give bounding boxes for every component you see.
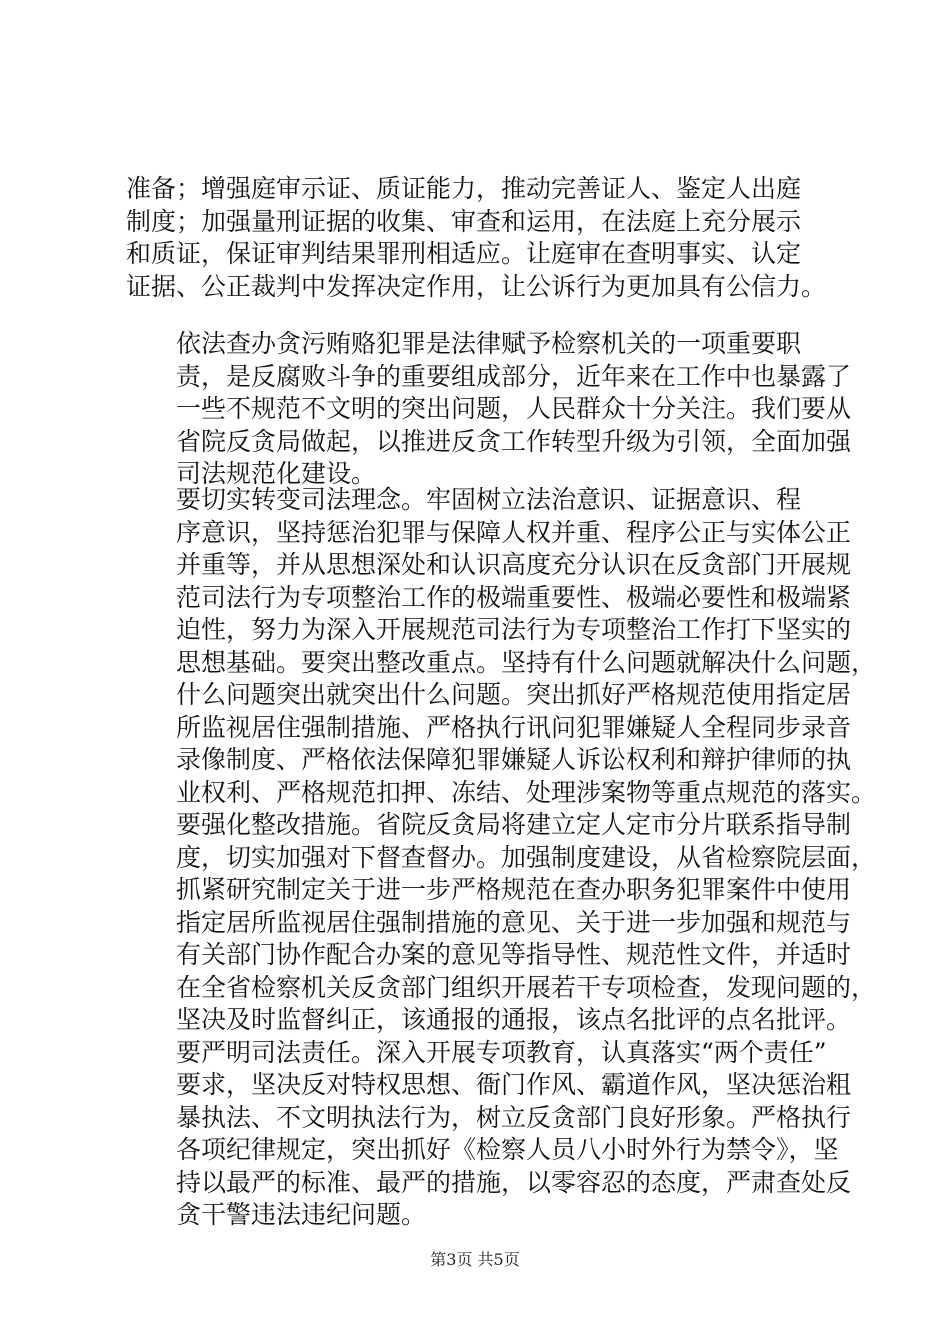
- paragraph-line: 有关部门协作配合办案的意见等指导性、规范性文件，并适时: [176, 940, 852, 969]
- paragraph-1: [126, 173, 826, 303]
- paragraph-line: 范司法行为专项整治工作的极端重要性、极端必要性和极端紧: [176, 582, 852, 612]
- paragraph-line: 证据、公正裁判中发挥决定作用，让公诉行为更加具有公信力。: [126, 271, 827, 301]
- paragraph-line: 抓紧研究制定关于进一步严格规范在查办职务犯罪案件中使用: [176, 875, 852, 904]
- paragraph-line: 要严明司法责任。深入开展专项教育，认真落实“两个责任”: [176, 1037, 827, 1067]
- paragraph-line: 各项纪律规定，突出抓好《检察人员八小时外行为禁令》，坚: [176, 1135, 839, 1164]
- paragraph-line: 贪干警违法违纪问题。: [176, 1200, 427, 1229]
- paragraph-line: 指定居所监视居住强制措施的意见、关于进一步加强和规范与: [176, 907, 852, 937]
- paragraph-line: 司法规范化建设。: [176, 459, 377, 488]
- paragraph-line: 依法查办贪污贿赂犯罪是法律赋予检察机关的一项重要职: [176, 329, 802, 358]
- paragraph-line: 暴执法、不文明执法行为，树立反贪部门良好形象。严格执行: [176, 1102, 852, 1132]
- paragraph-line: 和质证，保证审判结果罪刑相适应。让庭审在查明事实、认定: [126, 239, 802, 268]
- paragraph-line: 持以最严的标准、最严的措施，以零容忍的态度，严肃查处反: [176, 1167, 852, 1197]
- paragraph-line: 度，切实加强对下督查督办。加强制度建设，从省检察院层面，: [176, 842, 877, 872]
- paragraph-line: 录像制度、严格依法保障犯罪嫌疑人诉讼权利和辩护律师的执: [176, 745, 852, 774]
- paragraph-line: 业权利、严格规范扣押、冻结、处理涉案物等重点规范的落实。: [176, 777, 877, 807]
- paragraph-line: 准备；增强庭审示证、质证能力，推动完善证人、鉴定人出庭: [126, 174, 802, 203]
- paragraph-line: 并重等，并从思想深处和认识高度充分认识在反贪部门开展规: [176, 550, 852, 579]
- paragraph-line: 要强化整改措施。省院反贪局将建立定人定市分片联系指导制: [176, 810, 852, 839]
- paragraph-line: 坚决及时监督纠正，该通报的通报，该点名批评的点名批评。: [176, 1005, 852, 1034]
- page-number-footer: 第3页 共5页: [430, 1250, 520, 1269]
- paragraph-line: 要求，坚决反对特权思想、衙门作风、霸道作风，坚决惩治粗: [176, 1070, 852, 1099]
- paragraph-3: [126, 484, 877, 1232]
- paragraph-line: 要切实转变司法理念。牢固树立法治意识、证据意识、程: [176, 485, 802, 514]
- paragraph-line: 什么问题突出就突出什么问题。突出抓好严格规范使用指定居: [176, 680, 852, 709]
- paragraph-line: 思想基础。要突出整改重点。坚持有什么问题就解决什么问题，: [176, 647, 877, 677]
- paragraph-line: 在全省检察机关反贪部门组织开展若干专项检查，发现问题的，: [176, 972, 877, 1002]
- paragraph-line: 所监视居住强制措施、严格执行讯问犯罪嫌疑人全程同步录音: [176, 712, 852, 742]
- paragraph-line: 迫性，努力为深入开展规范司法行为专项整治工作打下坚实的: [176, 615, 852, 644]
- paragraph-line: 责，是反腐败斗争的重要组成部分，近年来在工作中也暴露了: [176, 361, 852, 391]
- paragraph-2: [126, 328, 852, 491]
- paragraph-line: 序意识，坚持惩治犯罪与保障人权并重、程序公正与实体公正: [176, 517, 852, 547]
- paragraph-line: 省院反贪局做起，以推进反贪工作转型升级为引领，全面加强: [176, 426, 852, 456]
- paragraph-line: 一些不规范不文明的突出问题，人民群众十分关注。我们要从: [176, 394, 852, 423]
- paragraph-line: 制度；加强量刑证据的收集、审查和运用，在法庭上充分展示: [126, 206, 802, 236]
